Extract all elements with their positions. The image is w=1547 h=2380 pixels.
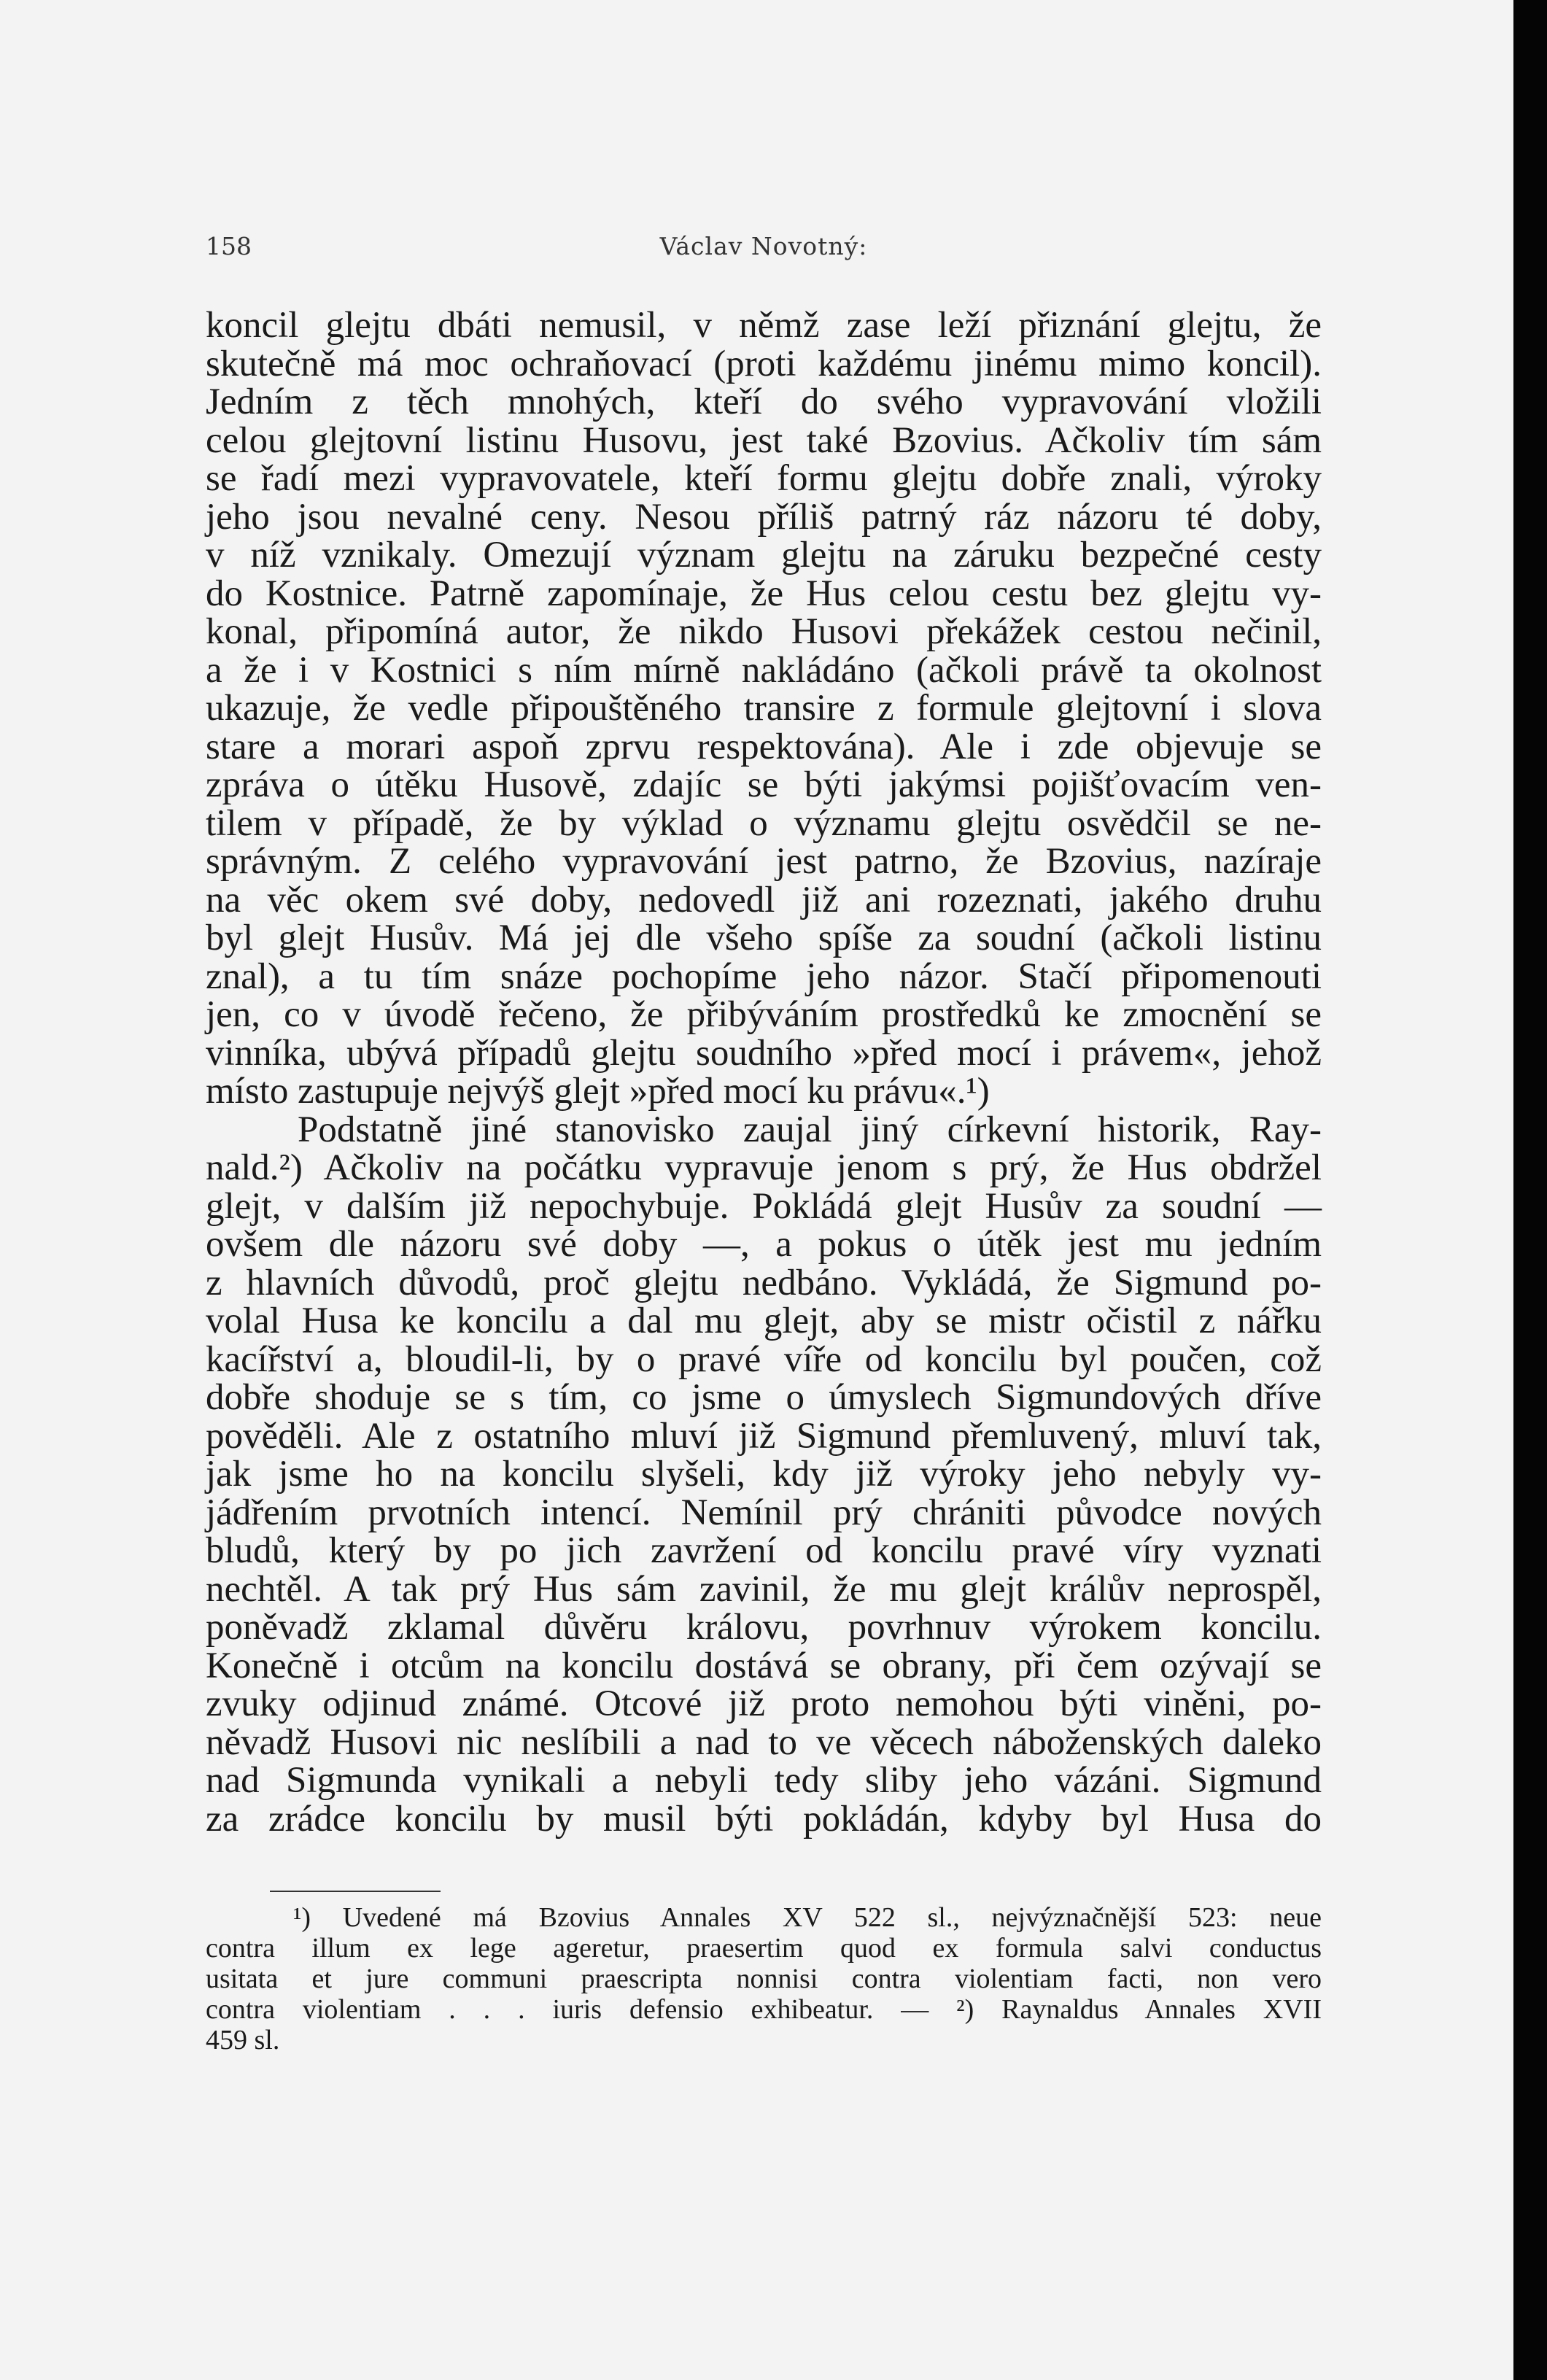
text-line: koncil glejtu dbáti nemusil, v němž zase leží přiznání glejtu, že [206,305,1322,346]
text-line: nald.²) Ačkoliv na počátku vypravuje jenom s prý, že Hus obdržel [206,1147,1322,1188]
footnote-line: usitata et jure communi praescripta nonnisi contra violentiam facti, non vero [206,1964,1322,1994]
text-line: se řadí mezi vypravovatele, kteří formu glejtu dobře znali, výroky [206,458,1322,499]
text-line: zpráva o útěku Husově, zdajíc se býti jakýmsi pojišťovacím ven- [206,764,1322,805]
footnote-line: 459 sl. [206,2025,280,2055]
main-text [206,306,1322,1838]
text-line: Jedním z těch mnohých, kteří do svého vypravování vložili [206,381,1322,422]
text-line: konal, připomíná autor, že nikdo Husovi překážek cestou nečinil, [206,611,1322,652]
text-line: ukazuje, že vedle připouštěného transire z formule glejtovní i slova [206,688,1322,729]
text-line: bludů, který by po jich zavržení od koncilu pravé víry vyznati [206,1530,1322,1571]
footnote-line: ¹) Uvedené má Bzovius Annales XV 522 sl., nejvýznačnější 523: neue [293,1902,1322,1933]
text-line: z hlavních důvodů, proč glejtu nedbáno. Vykládá, že Sigmund po- [206,1262,1322,1303]
text-line: stare a morari aspoň zprvu respektována). Ale i zde objevuje se [206,726,1322,767]
scan-edge [1513,0,1547,2380]
page-number: 158 [206,232,252,260]
footnote-divider [270,1891,441,1892]
text-line: tilem v případě, že by výklad o významu glejtu osvědčil se ne- [206,802,1322,844]
text-line: volal Husa ke koncilu a dal mu glejt, aby se mistr očistil z nářku [206,1301,1322,1341]
footnotes [206,1902,1322,2055]
text-line: ovšem dle názoru své doby —, a pokus o útěk jest mu jedním [206,1224,1322,1265]
text-line: na věc okem své doby, nedovedl již ani rozeznati, jakého druhu [206,879,1322,920]
text-line: nad Sigmunda vynikali a nebyli tedy sliby jeho vázáni. Sigmund [206,1760,1322,1801]
text-line: jádřením prvotních intencí. Nemínil prý chrániti původce nových [206,1492,1322,1533]
text-line: poněvadž zklamal důvěru královu, povrhnuv výrokem koncilu. [206,1607,1322,1648]
text-line: vinníka, ubývá případů glejtu soudního »před mocí i právem«, jehož [206,1032,1322,1074]
paragraph-start-line: Podstatně jiné stanovisko zaujal jiný církevní historik, Ray- [298,1109,1322,1150]
text-line: glejt, v dalším již nepochybuje. Pokládá glejt Husův za soudní — [206,1185,1322,1227]
text-line: pověděli. Ale z ostatního mluví již Sigmund přemluvený, mluví tak, [206,1415,1322,1457]
text-line: něvadž Husovi nic neslíbili a nad to ve věcech náboženských daleko [206,1721,1322,1763]
text-line: skutečně má moc ochraňovací (proti každému jinému mimo koncil). [206,343,1322,384]
running-title: Václav Novotný: [659,232,868,260]
text-line: byl glejt Husův. Má jej dle všeho spíše za soudní (ačkoli listinu [206,918,1322,958]
text-line: nechtěl. A tak prý Hus sám zavinil, že mu glejt králův neprospěl, [206,1568,1322,1610]
footnote-line: contra illum ex lege ageretur, praesertim quod ex formula salvi conductus [206,1933,1322,1964]
text-line: v níž vznikaly. Omezují význam glejtu na záruku bezpečné cesty [206,535,1322,575]
text-line: do Kostnice. Patrně zapomínaje, že Hus celou cestu bez glejtu vy- [206,573,1322,614]
text-line: Konečně i otcům na koncilu dostává se obrany, při čem ozývají se [206,1645,1322,1686]
text-line: celou glejtovní listinu Husovu, jest také Bzovius. Ačkoliv tím sám [206,419,1322,461]
text-line: správným. Z celého vypravování jest patrno, že Bzovius, nazíraje [206,841,1322,882]
text-line: a že i v Kostnici s ním mírně nakládáno (ačkoli právě ta okolnost [206,649,1322,691]
text-line: zvuky odjinud známé. Otcové již proto nemohou býti viněni, po- [206,1683,1322,1724]
text-line: znal), a tu tím snáze pochopíme jeho názor. Stačí připomenouti [206,956,1322,997]
page-header [206,232,1322,268]
text-line: jeho jsou nevalné ceny. Nesou příliš patrný ráz názoru té doby, [206,496,1322,538]
text-line: dobře shoduje se s tím, co jsme o úmyslech Sigmundových dříve [206,1377,1322,1418]
text-line: kacířství a, bloudil-li, by o pravé víře od koncilu byl poučen, což [206,1338,1322,1380]
text-line: jak jsme ho na koncilu slyšeli, kdy již výroky jeho nebyly vy- [206,1454,1322,1495]
text-line: za zrádce koncilu by musil býti pokládán, kdyby byl Husa do [206,1798,1322,1840]
text-line: místo zastupuje nejvýš glejt »před mocí ku právu«.¹) [206,1071,990,1112]
text-line: jen, co v úvodě řečeno, že přibýváním prostředků ke zmocnění se [206,994,1322,1035]
footnote-line: contra violentiam . . . iuris defensio exhibeatur. — ²) Raynaldus Annales XVII [206,1994,1322,2025]
